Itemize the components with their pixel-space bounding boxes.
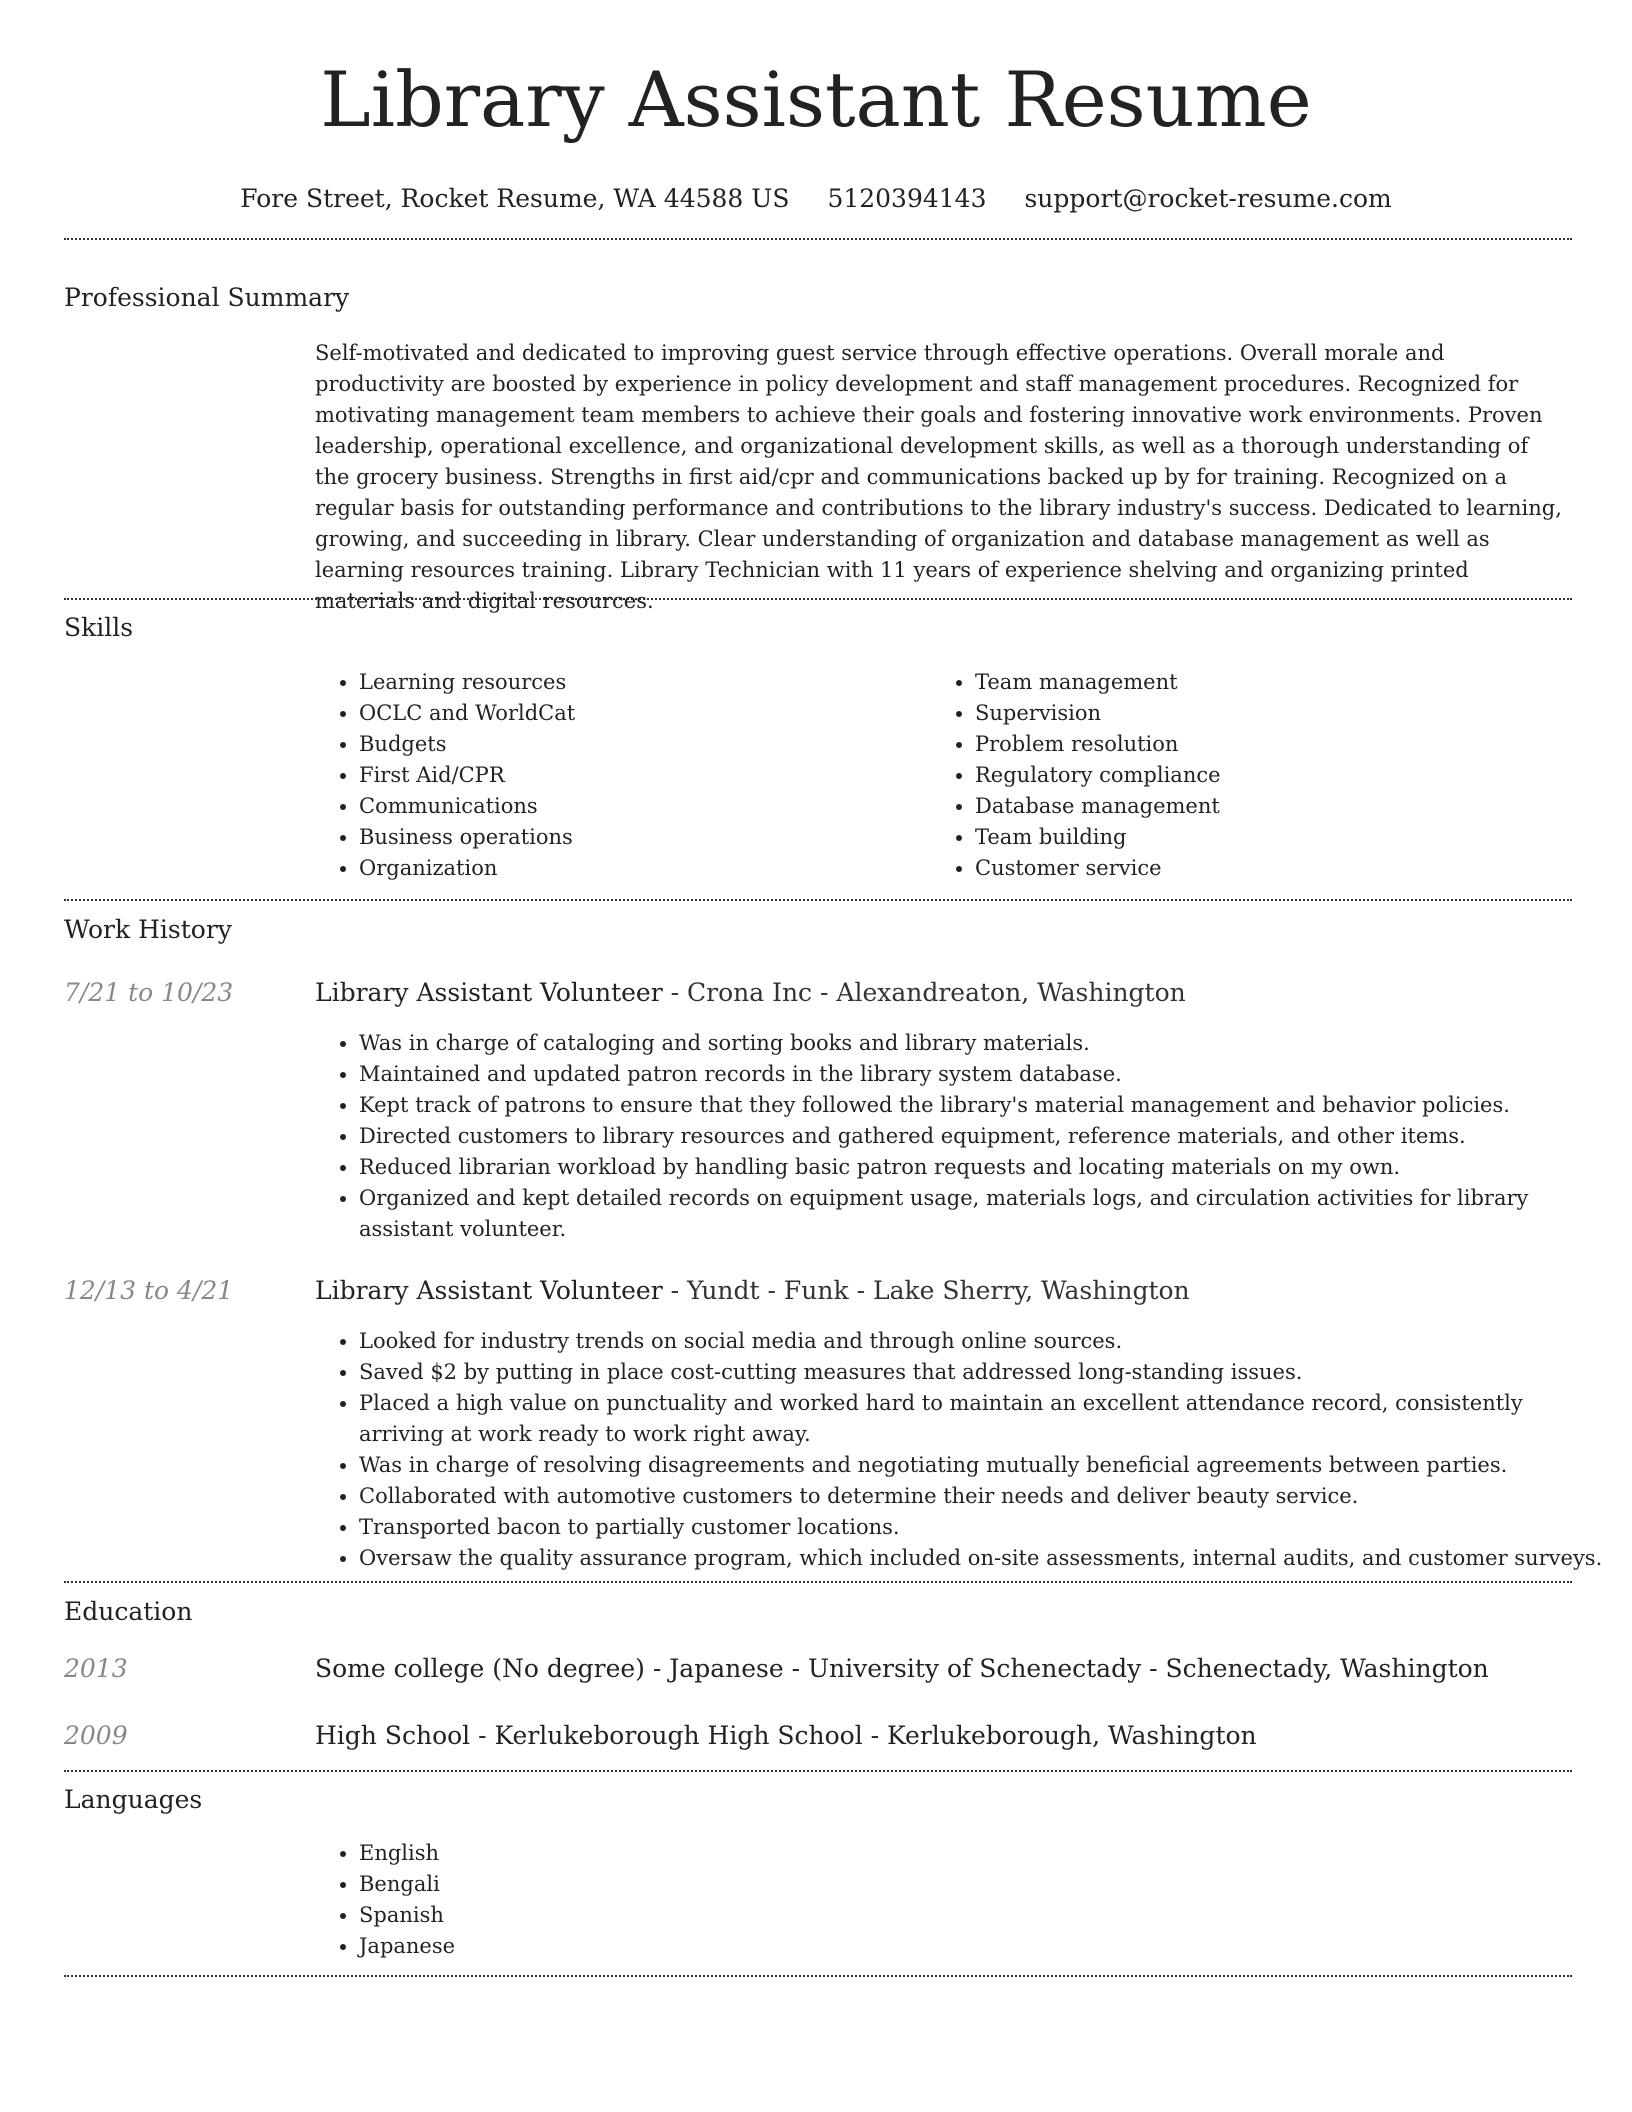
- contact-phone: 5120394143: [827, 184, 987, 213]
- job-company: Yundt - Funk: [687, 1276, 849, 1305]
- job-title: Library Assistant Volunteer - Yundt - Funk - Lake Sherry, Washington: [315, 1276, 1190, 1305]
- skill-item: • Customer service: [975, 853, 1575, 884]
- contact-address: Fore Street, Rocket Resume, WA 44588 US: [240, 184, 790, 213]
- summary-text: Self-motivated and dedicated to improving guest service through effective operations. Overall morale and productivity are boosted by experience in policy development and staff management procedures. Recognized for motivating management team members to achieve their goals and fostering innovative work environments. Proven leadership, operational excellence, and organizational development skills, as well as a thorough understanding of the grocery business. Strengths in first aid/cpr and communications backed up by for training. Recognized on a regular basis for outstanding performance and contributions to the library industry's success. Dedicated to learning, growing, and succeeding in library. Clear understanding of organization and database management as well as learning resources training. Library Technician with 11 years of experience shelving and organizing printed materials and digital resources.: [315, 341, 1562, 613]
- section-divider: [64, 1770, 1572, 1772]
- section-divider: [64, 598, 1572, 600]
- skill-item: • Business operations: [359, 822, 939, 853]
- job-location: Lake Sherry, Washington: [872, 1276, 1190, 1305]
- skill-item: • Communications: [359, 791, 939, 822]
- skills-heading: Skills: [64, 613, 134, 642]
- job-bullet: • Directed customers to library resources and gathered equipment, reference materials, and other items.: [359, 1121, 1609, 1152]
- job-bullet: • Saved $2 by putting in place cost-cutting measures that addressed long-standing issues.: [359, 1357, 1609, 1388]
- job-bullet: • Oversaw the quality assurance program, which included on-site assessments, internal audits, and customer surveys.: [359, 1543, 1609, 1574]
- skills-list-right: [931, 667, 1575, 884]
- job-bullet: • Transported bacon to partially customer locations.: [359, 1512, 1609, 1543]
- skill-item: • Supervision: [975, 698, 1575, 729]
- language-item: • Bengali: [359, 1869, 959, 1900]
- job-dates: 12/13 to 4/21: [64, 1276, 234, 1305]
- language-item: • English: [359, 1838, 959, 1869]
- job-bullet: • Maintained and updated patron records in the library system database.: [359, 1059, 1609, 1090]
- section-divider: [64, 1581, 1572, 1583]
- language-item: • Spanish: [359, 1900, 959, 1931]
- education-heading: Education: [64, 1597, 193, 1626]
- skill-item: • Team building: [975, 822, 1575, 853]
- section-divider: [64, 899, 1572, 901]
- job-bullet: • Organized and kept detailed records on equipment usage, materials logs, and circulation activities for library assistant volunteer.: [359, 1183, 1609, 1245]
- section-divider: [64, 1975, 1572, 1977]
- resume-title: Library Assistant Resume: [320, 55, 1312, 144]
- skill-item: • Organization: [359, 853, 939, 884]
- job-dates: 7/21 to 10/23: [64, 978, 234, 1007]
- education-entry: High School - Kerlukeborough High School - Kerlukeborough, Washington: [315, 1721, 1257, 1750]
- resume-header: [0, 0, 1632, 216]
- skill-item: • Learning resources: [359, 667, 939, 698]
- skill-item: • OCLC and WorldCat: [359, 698, 939, 729]
- skill-item: • Database management: [975, 791, 1575, 822]
- languages-list: [315, 1838, 959, 1962]
- skill-item: • Problem resolution: [975, 729, 1575, 760]
- job-bullet: • Reduced librarian workload by handling basic patron requests and locating materials on my own.: [359, 1152, 1609, 1183]
- job-bullets: [315, 1326, 1609, 1574]
- summary-heading: Professional Summary: [64, 283, 350, 312]
- job-company: Crona Inc: [687, 978, 813, 1007]
- languages-heading: Languages: [64, 1785, 203, 1814]
- work-heading: Work History: [64, 915, 232, 944]
- contact-email: support@rocket-resume.com: [1024, 184, 1392, 213]
- skill-item: • First Aid/CPR: [359, 760, 939, 791]
- education-year: 2009: [64, 1721, 128, 1750]
- job-bullet: • Collaborated with automotive customers to determine their needs and deliver beauty service.: [359, 1481, 1609, 1512]
- job-role: Library Assistant Volunteer: [315, 978, 663, 1007]
- job-bullet: • Was in charge of cataloging and sorting books and library materials.: [359, 1028, 1609, 1059]
- job-location: Alexandreaton, Washington: [836, 978, 1186, 1007]
- job-bullets: [315, 1028, 1609, 1245]
- language-item: • Japanese: [359, 1931, 959, 1962]
- job-bullet: • Looked for industry trends on social media and through online sources.: [359, 1326, 1609, 1357]
- job-title: Library Assistant Volunteer - Crona Inc - Alexandreaton, Washington: [315, 978, 1186, 1007]
- job-bullet: • Placed a high value on punctuality and worked hard to maintain an excellent attendance record, consistently arriving at work ready to work right away.: [359, 1388, 1609, 1450]
- skill-item: • Budgets: [359, 729, 939, 760]
- section-divider: [64, 238, 1572, 240]
- job-bullet: • Was in charge of resolving disagreements and negotiating mutually beneficial agreements between parties.: [359, 1450, 1609, 1481]
- job-role: Library Assistant Volunteer: [315, 1276, 663, 1305]
- education-entry: Some college (No degree) - Japanese - University of Schenectady - Schenectady, Washington: [315, 1654, 1489, 1683]
- education-year: 2013: [64, 1654, 128, 1683]
- contact-line: [0, 182, 1632, 216]
- skills-list-left: [315, 667, 939, 884]
- skill-item: • Regulatory compliance: [975, 760, 1575, 791]
- job-bullet: • Kept track of patrons to ensure that they followed the library's material management and behavior policies.: [359, 1090, 1609, 1121]
- skill-item: • Team management: [975, 667, 1575, 698]
